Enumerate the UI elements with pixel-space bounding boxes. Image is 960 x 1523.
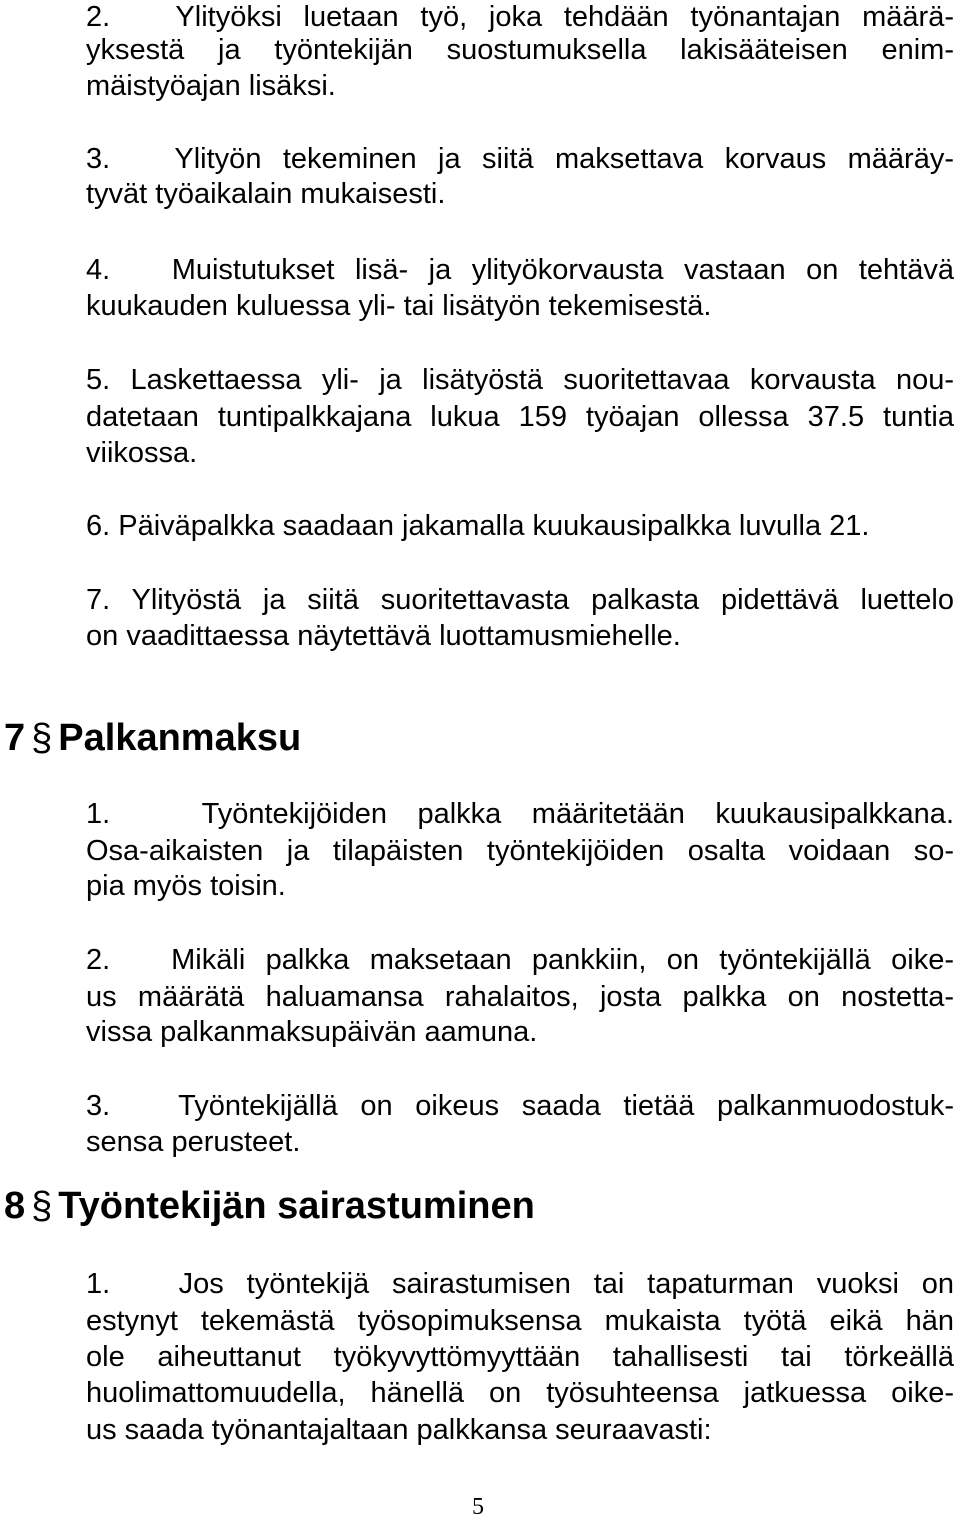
para-5-line-3: viikossa. [86, 437, 198, 469]
section-heading-palkanmaksu [4, 716, 301, 760]
palkka-para-2-line-3: vissa palkanmaksupäivän aamuna. [86, 1016, 538, 1048]
palkka-para-1-line-1: 1. Työntekijöiden palkka määritetään kuukausipalkkana. [86, 798, 954, 830]
palkka-para-1-line-3: pia myös toisin. [86, 870, 286, 902]
palkka-para-1-line-2: Osa-aikaisten ja tilapäisten työntekijöiden osalta voidaan so- [86, 835, 954, 867]
para-5-line-1: 5. Laskettaessa yli- ja lisätyöstä suoritettavaa korvausta nou- [86, 364, 954, 396]
section-number: 8 [4, 1185, 26, 1227]
para-5-line-2: datetaan tuntipalkkajana lukua 159 työajan ollessa 37.5 tuntia [86, 401, 954, 433]
sairas-para-1-line-1: 1. Jos työntekijä sairastumisen tai tapaturman vuoksi on [86, 1268, 954, 1300]
sairas-para-1-line-3: ole aiheuttanut työkyvyttömyyttään tahallisesti tai törkeällä [86, 1341, 954, 1373]
palkka-para-2-line-2: us määrätä haluamansa rahalaitos, josta palkka on nostetta- [86, 981, 954, 1013]
section-heading-sairastuminen [4, 1184, 535, 1228]
palkka-para-3-line-1: 3. Työntekijällä on oikeus saada tietää palkanmuodostuk- [86, 1090, 954, 1122]
para-2-line-3: mäistyöajan lisäksi. [86, 70, 336, 102]
section-title: Palkanmaksu [58, 717, 302, 759]
section-title: Työntekijän sairastuminen [58, 1185, 535, 1227]
para-2-line-1: 2. Ylityöksi luetaan työ, joka tehdään työnantajan määrä- [86, 1, 954, 33]
palkka-para-2-line-1: 2. Mikäli palkka maksetaan pankkiin, on työntekijällä oike- [86, 944, 954, 976]
section-symbol: § [31, 717, 53, 759]
section-number: 7 [4, 717, 26, 759]
sairas-para-1-line-2: estynyt tekemästä työsopimuksensa mukaista työtä eikä hän [86, 1305, 954, 1337]
para-4-line-1: 4. Muistutukset lisä- ja ylityökorvausta vastaan on tehtävä [86, 254, 954, 286]
sairas-para-1-line-4: huolimattomuudella, hänellä on työsuhteensa jatkuessa oike- [86, 1377, 954, 1409]
para-4-line-2: kuukauden kuluessa yli- tai lisätyön tekemisestä. [86, 290, 712, 322]
section-symbol: § [31, 1185, 53, 1227]
para-2-line-2: yksestä ja työntekijän suostumuksella lakisääteisen enim- [86, 34, 954, 66]
para-6-line-1: 6. Päiväpalkka saadaan jakamalla kuukausipalkka luvulla 21. [86, 510, 870, 542]
para-7-line-2: on vaadittaessa näytettävä luottamusmiehelle. [86, 620, 681, 652]
para-3-line-1: 3. Ylityön tekeminen ja siitä maksettava korvaus määräy- [86, 143, 954, 175]
para-7-line-1: 7. Ylityöstä ja siitä suoritettavasta palkasta pidettävä luettelo [86, 584, 954, 616]
palkka-para-3-line-2: sensa perusteet. [86, 1126, 301, 1158]
sairas-para-1-line-5: us saada työnantajaltaan palkkansa seuraavasti: [86, 1414, 712, 1446]
para-3-line-2: tyvät työaikalain mukaisesti. [86, 178, 446, 210]
page-number: 5 [472, 1494, 484, 1520]
